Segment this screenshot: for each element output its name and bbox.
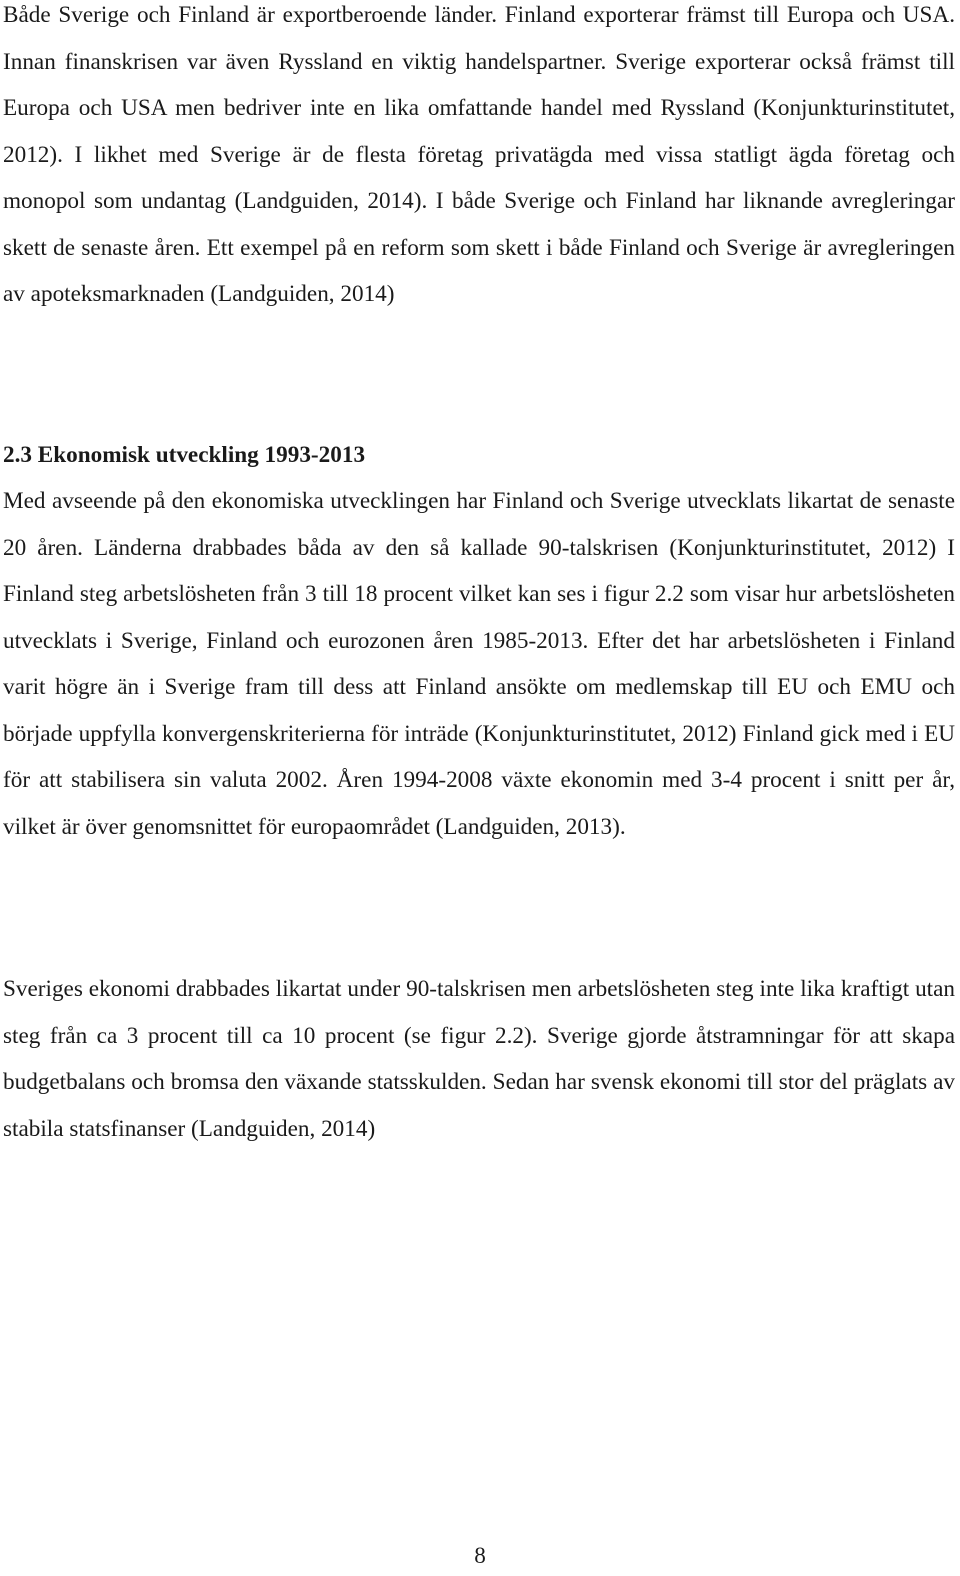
section-heading: 2.3 Ekonomisk utveckling 1993-2013 [3, 442, 366, 468]
page-number: 8 [474, 1543, 486, 1569]
body-paragraph-economy: Med avseende på den ekonomiska utvecklingen har Finland och Sverige utvecklats likartat de senaste 20 åren. Länderna drabbades båda av den så kallade 90-talskrisen (Konjunkturinstitutet, 2012) I Finland steg arbetslösheten från 3 till 18 procent vilket kan ses i figur 2.2 som visar hur arbetslösheten utvecklats i Sverige, Finland och eurozonen åren 1985-2013. Efter det har arbetslösheten i Finland varit högre än i Sverige fram till dess att Finland ansökte om medlemskap till EU och EMU och började uppfylla konvergenskriterierna för inträde (Konjunkturinstitutet, 2012) Finland gick med i EU för att stabilisera sin valuta 2002. Åren 1994-2008 växte ekonomin med 3-4 procent i snitt per år, vilket är över genomsnittet för europaområdet (Landguiden, 2013). [3, 488, 955, 840]
body-paragraph-trade: Både Sverige och Finland är exportberoende länder. Finland exporterar främst till Europa och USA. Innan finanskrisen var även Ryssland en viktig handelspartner. Sverige exporterar också främst till Europa och USA men bedriver inte en lika omfattande handel med Ryssland (Konjunkturinstitutet, 2012). I likhet med Sverige är de flesta företag privatägda med vissa statligt ägda företag och monopol som undantag (Landguiden, 2014). I både Sverige och Finland har liknande avregleringar skett de senaste åren. Ett exempel på en reform som skett i både Finland och Sverige är avregleringen av apoteksmarknaden (Landguiden, 2014) [3, 2, 955, 307]
body-paragraph-sweden: Sveriges ekonomi drabbades likartat under 90-talskrisen men arbetslösheten steg inte lika kraftigt utan steg från ca 3 procent till ca 10 procent (se figur 2.2). Sverige gjorde åtstramningar för att skapa budgetbalans och bromsa den växande statsskulden. Sedan har svensk ekonomi till stor del präglats av stabila statsfinanser (Landguiden, 2014) [3, 976, 955, 1142]
